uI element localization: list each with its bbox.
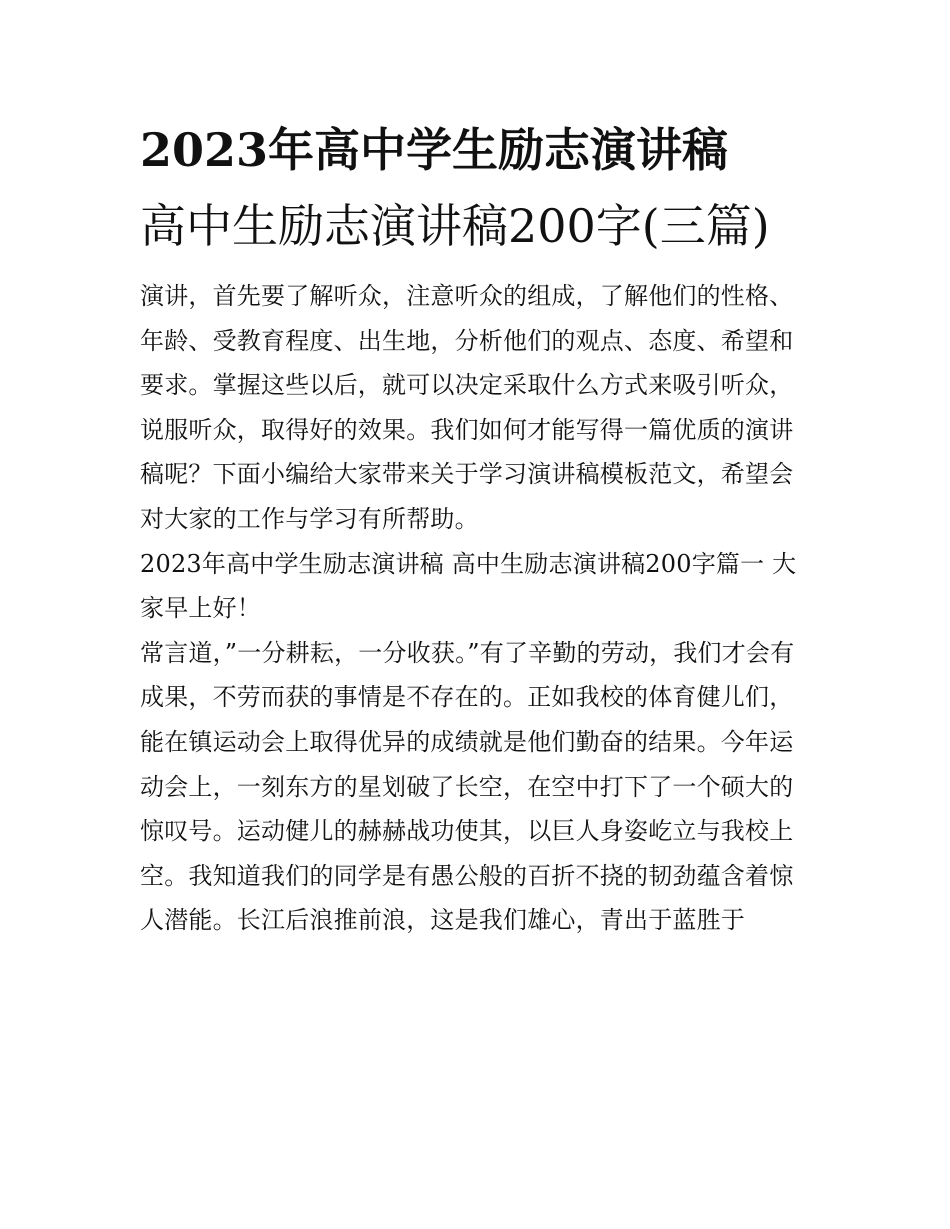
title-rest: 高中生励志演讲稿200字(三篇)	[140, 199, 770, 253]
section-heading-paragraph: 2023年高中学生励志演讲稿 高中生励志演讲稿200字篇一 大家早上好！	[140, 549, 797, 623]
title-lead: 2023年高中学生励志演讲稿	[140, 123, 729, 177]
document-page	[140, 112, 812, 943]
intro-paragraph: 演讲，首先要了解听众，注意听众的组成，了解他们的性格、年龄、受教育程度、出生地，分析他们的观点、态度、希望和要求。掌握这些以后，就可以决定采取什么方式来吸引听众，说服听众，取得好的效果。我们如何才能写得一篇优质的演讲稿呢？下面小编给大家带来关于学习演讲稿模板范文，希望会对大家的工作与学习有所帮助。	[140, 282, 794, 533]
document-title	[140, 112, 812, 264]
body-paragraph: 常言道，”一分耕耘，一分收获。”有了辛勤的劳动，我们才会有成果，不劳而获的事情是不存在的。正如我校的体育健儿们，能在镇运动会上取得优异的成绩就是他们勤奋的结果。今年运动会上，一刻东方的星划破了长空，在空中打下了一个硕大的惊叹号。运动健儿的赫赫战功使其，以巨人身姿屹立与我校上空。我知道我们的同学是有愚公般的百折不挠的韧劲蕴含着惊人潜能。长江后浪推前浪，这是我们雄心，青出于蓝胜于	[140, 638, 795, 935]
